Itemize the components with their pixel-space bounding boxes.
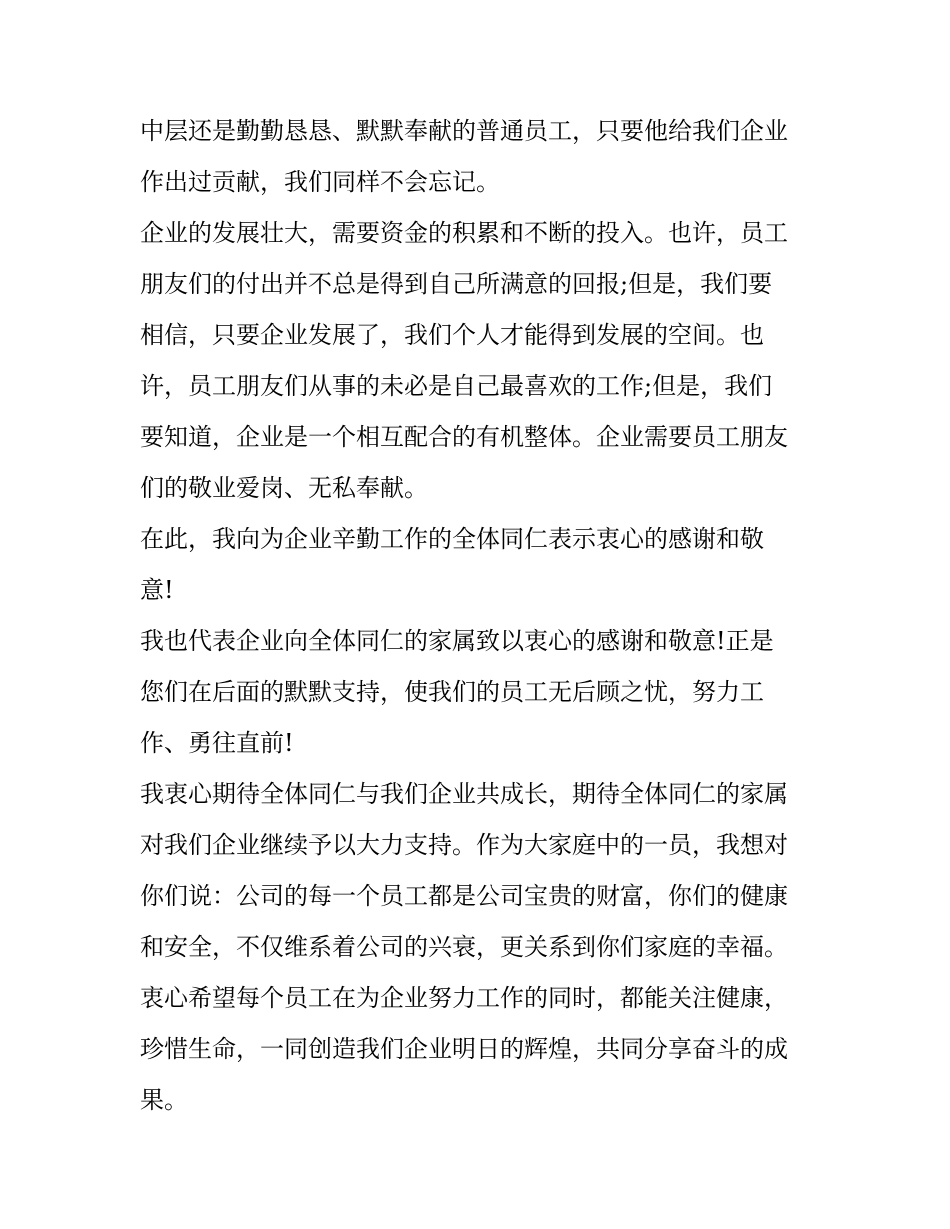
text-line: 你们说：公司的每一个员工都是公司宝贵的财富，你们的健康 — [140, 882, 788, 910]
document-body — [140, 106, 820, 1126]
text-line: 和安全，不仅维系着公司的兴衰，更关系到你们家庭的幸福。 — [140, 933, 788, 961]
text-line: 我也代表企业向全体同仁的家属致以衷心的感谢和敬意!正是 — [140, 627, 774, 655]
text-line: 们的敬业爱岗、无私奉献。 — [140, 474, 428, 502]
text-line: 朋友们的付出并不总是得到自己所满意的回报;但是，我们要 — [140, 270, 773, 298]
text-line: 衷心希望每个员工在为企业努力工作的同时，都能关注健康， — [140, 984, 788, 1012]
text-line: 企业的发展壮大，需要资金的积累和不断的投入。也许，员工 — [140, 219, 788, 247]
text-line: 我衷心期待全体同仁与我们企业共成长，期待全体同仁的家属 — [140, 780, 788, 808]
text-line: 珍惜生命，一同创造我们企业明日的辉煌，共同分享奋斗的成 — [140, 1035, 788, 1063]
text-line: 相信，只要企业发展了，我们个人才能得到发展的空间。也 — [140, 321, 764, 349]
text-line: 果。 — [140, 1086, 188, 1114]
text-line: 中层还是勤勤恳恳、默默奉献的普通员工，只要他给我们企业 — [140, 117, 788, 145]
text-line: 您们在后面的默默支持，使我们的员工无后顾之忧，努力工 — [140, 678, 764, 706]
text-line: 要知道，企业是一个相互配合的有机整体。企业需要员工朋友 — [140, 423, 788, 451]
text-line: 作出过贡献，我们同样不会忘记。 — [140, 168, 500, 196]
text-line: 作、勇往直前! — [140, 729, 294, 757]
text-line: 意! — [140, 576, 174, 604]
text-line: 对我们企业继续予以大力支持。作为大家庭中的一员，我想对 — [140, 831, 788, 859]
text-line: 许，员工朋友们从事的未必是自己最喜欢的工作;但是，我们 — [140, 372, 773, 400]
text-line: 在此，我向为企业辛勤工作的全体同仁表示衷心的感谢和敬 — [140, 525, 764, 553]
